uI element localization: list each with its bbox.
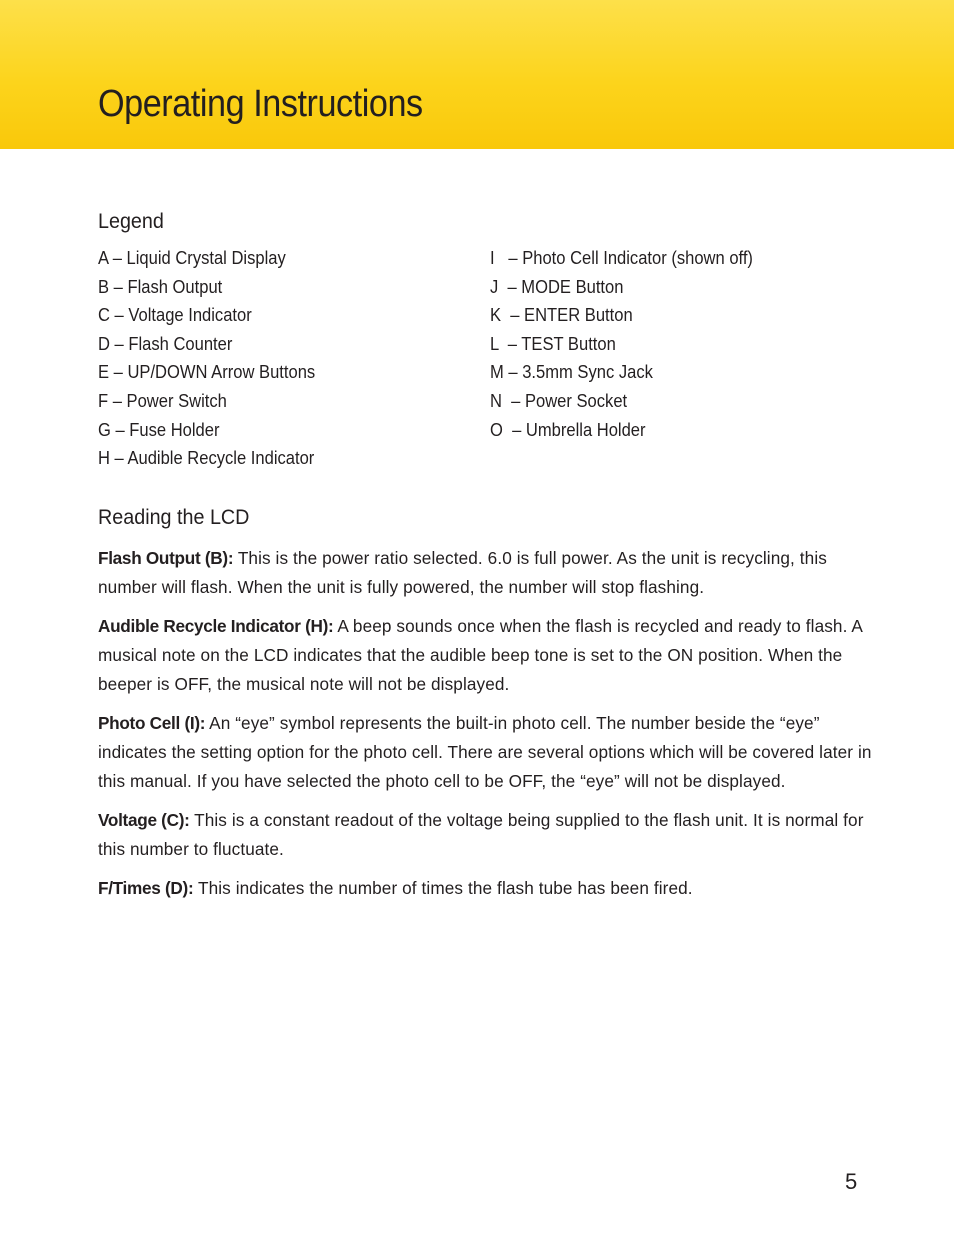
page-number: 5 (845, 1169, 858, 1194)
legend-item: G – Fuse Holder (98, 419, 220, 440)
term-label: Flash Output (B): (98, 548, 234, 568)
legend-item: A – Liquid Crystal Display (98, 248, 286, 268)
legend-item: F – Power Switch (98, 390, 227, 411)
legend-item: K – ENTER Button (490, 305, 633, 326)
legend-item: J – MODE Button (490, 276, 624, 297)
legend-item: C – Voltage Indicator (98, 305, 252, 326)
paragraph-text: This is a constant readout of the voltage being supplied to the flash unit. It is normal for this number to fluctuate. (98, 809, 864, 859)
paragraph-text: A beep sounds once when the flash is recycled and ready to flash. A musical note on the LCD indicates that the audible beep tone is set to the ON position. When the beeper is OFF, the musical note will not be displayed. (98, 616, 862, 694)
legend-item: N – Power Socket (490, 390, 628, 411)
legend-item: E – UP/DOWN Arrow Buttons (98, 362, 316, 383)
paragraph-audible-recycle (98, 612, 883, 698)
term-label: Photo Cell (I): (98, 712, 206, 733)
paragraph-f-times (98, 874, 883, 903)
paragraph-text: This indicates the number of times the flash tube has been fired. (193, 877, 693, 898)
legend-heading: Legend (98, 210, 164, 233)
legend-list-right (490, 244, 776, 444)
legend-list-left (98, 244, 334, 473)
page-title: Operating Instructions (98, 83, 423, 125)
legend-item: O – Umbrella Holder (490, 419, 646, 440)
term-label: F/Times (D): (98, 877, 194, 898)
legend-item: D – Flash Counter (98, 333, 233, 354)
paragraph-text: This is the power ratio selected. 6.0 is full power. As the unit is recycling, this number will flash. When the unit is fully powered, the number will stop flashing. (98, 548, 827, 597)
paragraph-photo-cell (98, 709, 883, 795)
term-label: Voltage (C): (98, 809, 190, 830)
legend-item: M – 3.5mm Sync Jack (490, 362, 653, 383)
legend-item: H – Audible Recycle Indicator (98, 448, 315, 469)
legend-item: L – TEST Button (490, 333, 616, 354)
legend-item: B – Flash Output (98, 276, 223, 297)
paragraph-text: An “eye” symbol represents the built-in photo cell. The number beside the “eye” indicates the setting option for the photo cell. There are several options which will be covered later in this manual. If you have selected the photo cell to be OFF, the “eye” will not be displayed. (98, 712, 872, 791)
paragraph-voltage (98, 806, 883, 864)
paragraph-flash-output (98, 544, 883, 602)
reading-lcd-body (98, 544, 883, 913)
term-label: Audible Recycle Indicator (H): (98, 616, 334, 637)
reading-lcd-heading: Reading the LCD (98, 506, 250, 529)
legend-item: I – Photo Cell Indicator (shown off) (490, 248, 753, 268)
